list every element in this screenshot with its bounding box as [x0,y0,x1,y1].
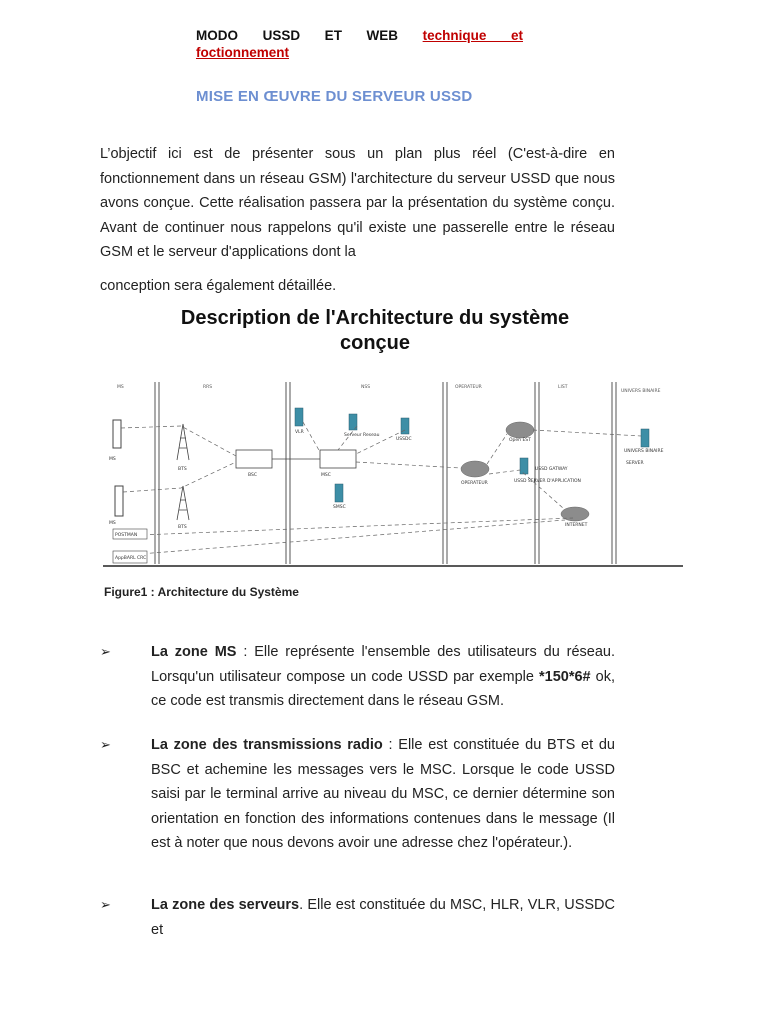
label-ms1: MS [109,457,116,462]
bullet-zone-servers [100,893,615,942]
document-header [196,26,523,45]
ussd-code: *150*6# [539,668,591,685]
internet-cloud-icon [561,507,589,521]
operator-cloud-icon [461,461,489,477]
label-smsc: SMSC [333,505,346,510]
architecture-title [160,306,590,356]
bullet-text: : Elle représente l'ensemble des utilisateurs du réseau. Lorsqu'un utilisateur compose un code USSD par exemple [151,644,615,685]
intro-body: L’objectif ici est de présenter sous un plan plus réel (C'est-à-dire en fonctionnement dans un réseau GSM) l'architecture du serveur USSD que nous avons conçue. Cette réalisation passera par la présentation du système conçu. Avant de continuer nous rappelons qu'il existe une passerelle entre le réseau GSM et le serveur d'applications dont la [100,146,615,260]
phone-icon [115,486,123,516]
bullet-zone-ms [100,640,615,714]
label-vlr: VLR [295,430,304,435]
figure-caption [104,585,299,599]
binary-server-icon [641,429,649,447]
label-msc: MSC [321,473,331,478]
bsc-box [236,450,272,468]
caption-label: Figure1 [104,585,148,599]
vlr-server-icon [295,408,303,426]
intro-paragraph [100,142,615,298]
arrow-bullet-icon: ➢ [100,737,111,752]
zone-label: OPERATEUR [455,385,482,390]
architecture-title-line1: Description de l'Architecture du système [180,307,570,329]
intro-last-line: conception sera également détaillée. [100,277,337,294]
label-bts1: BTS [178,467,187,472]
label-bts2: BTS [178,525,187,530]
label-hlr: Serveur Reseau [344,433,380,438]
msc-box [320,450,356,468]
label-binary-server: UNIVERS BINAIRE [624,449,664,454]
label-ussdc: USSDC [396,437,412,442]
phone-icon [113,420,121,448]
architecture-diagram [103,378,683,568]
arrow-bullet-icon: ➢ [100,897,111,912]
label-internet: INTERNET [565,523,588,528]
header-part1: MODO USSD ET WEB [196,28,399,43]
label-ussd-gateway: USSD GATWAY [535,467,568,472]
bullet-text-end: ok, ce code est transmis directement dans le réseau GSM. [151,668,615,709]
gateway-server-icon [520,458,528,474]
smsc-server-icon [335,484,343,502]
label-bsc: BSC [248,473,258,478]
openest-cloud-icon [506,422,534,438]
header-part3: foctionnement [196,45,289,60]
label-openest: Open EST [509,438,531,443]
bullet-title: La zone des transmissions radio [151,737,383,753]
label-operateur: OPERATEUR [461,481,488,486]
label-ms2: MS [109,521,116,526]
bullet-title: La zone MS [151,644,237,660]
zone-label: MS [117,385,124,390]
label-server: SERVER [626,461,644,466]
arrow-bullet-icon: ➢ [100,644,111,659]
zone-label: UNIVERS BINAIRE [621,389,661,394]
zone-label: RRS [203,385,213,390]
label-app-server: USSD SERVER D'APPLICATION [514,479,581,484]
bullet-title: La zone des serveurs [151,897,300,913]
caption-text: : Architecture du Système [147,585,299,599]
header-part2: technique et [422,28,523,43]
bullet-text: . Elle est constituée du MSC, HLR, VLR, USSDC et [151,897,615,938]
section-title: MISE EN ŒUVRE DU SERVEUR USSD [196,88,473,105]
label-app-client: AppBARL CRC [115,556,147,561]
label-postman: POSTMAN [115,533,138,538]
zone-label: NSS [361,385,371,390]
architecture-title-line2: conçue [339,332,411,354]
bullet-text: : Elle est constituée du BTS et du BSC et achemine les messages vers le MSC. Lorsque le code USSD saisi par le terminal arrive au niveau du MSC, ce dernier détermine son orientation en fonction des informations contenues dans le message (Il est à noter que nous devons avoir une adresse chez l'opérateur.). [151,737,615,851]
zone-label: LIST [558,385,568,390]
bullet-zone-radio [100,733,615,856]
